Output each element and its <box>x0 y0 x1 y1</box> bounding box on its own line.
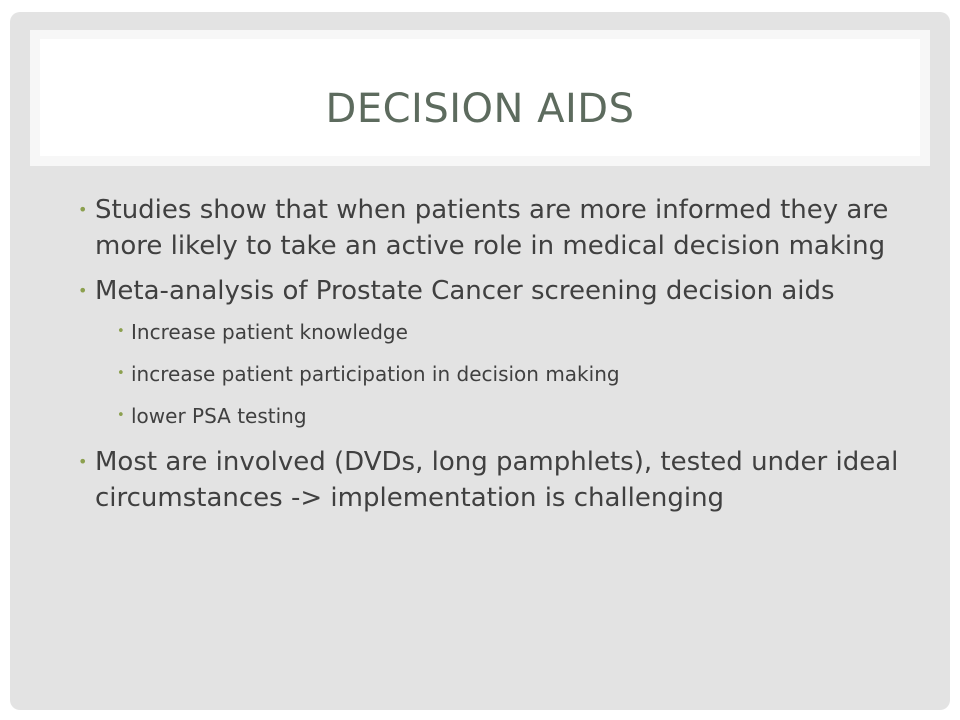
sub-bullet-text: Increase patient knowledge <box>131 320 408 344</box>
bullet-icon: • <box>117 366 125 381</box>
title-box <box>40 39 920 156</box>
bullet-text: Most are involved (DVDs, long pamphlets), tested under ideal circumstances -> implementation is challenging <box>95 447 899 513</box>
bullet-item-2 <box>70 273 920 309</box>
bullet-item-3 <box>70 444 920 516</box>
bullet-icon: • <box>117 408 125 423</box>
title-frame <box>30 30 930 166</box>
bullet-icon: • <box>78 452 88 471</box>
bullet-text: Studies show that when patients are more informed they are more likely to take an active role in medical decision making <box>95 195 889 261</box>
sub-bullet-text: increase patient participation in decision making <box>131 362 620 386</box>
sub-bullet-text: lower PSA testing <box>131 404 307 428</box>
bullet-icon: • <box>78 281 88 300</box>
bullet-text: Meta-analysis of Prostate Cancer screening decision aids <box>95 276 835 306</box>
bullet-icon: • <box>117 324 125 339</box>
sub-bullet-item-2 <box>70 360 920 388</box>
sub-bullet-item-3 <box>70 402 920 430</box>
slide-content <box>70 192 920 525</box>
sub-bullet-list <box>70 318 920 430</box>
slide-title: DECISION AIDS <box>325 86 635 132</box>
bullet-item-1 <box>70 192 920 264</box>
slide <box>10 12 950 710</box>
bullet-icon: • <box>78 200 88 219</box>
sub-bullet-item-1 <box>70 318 920 346</box>
